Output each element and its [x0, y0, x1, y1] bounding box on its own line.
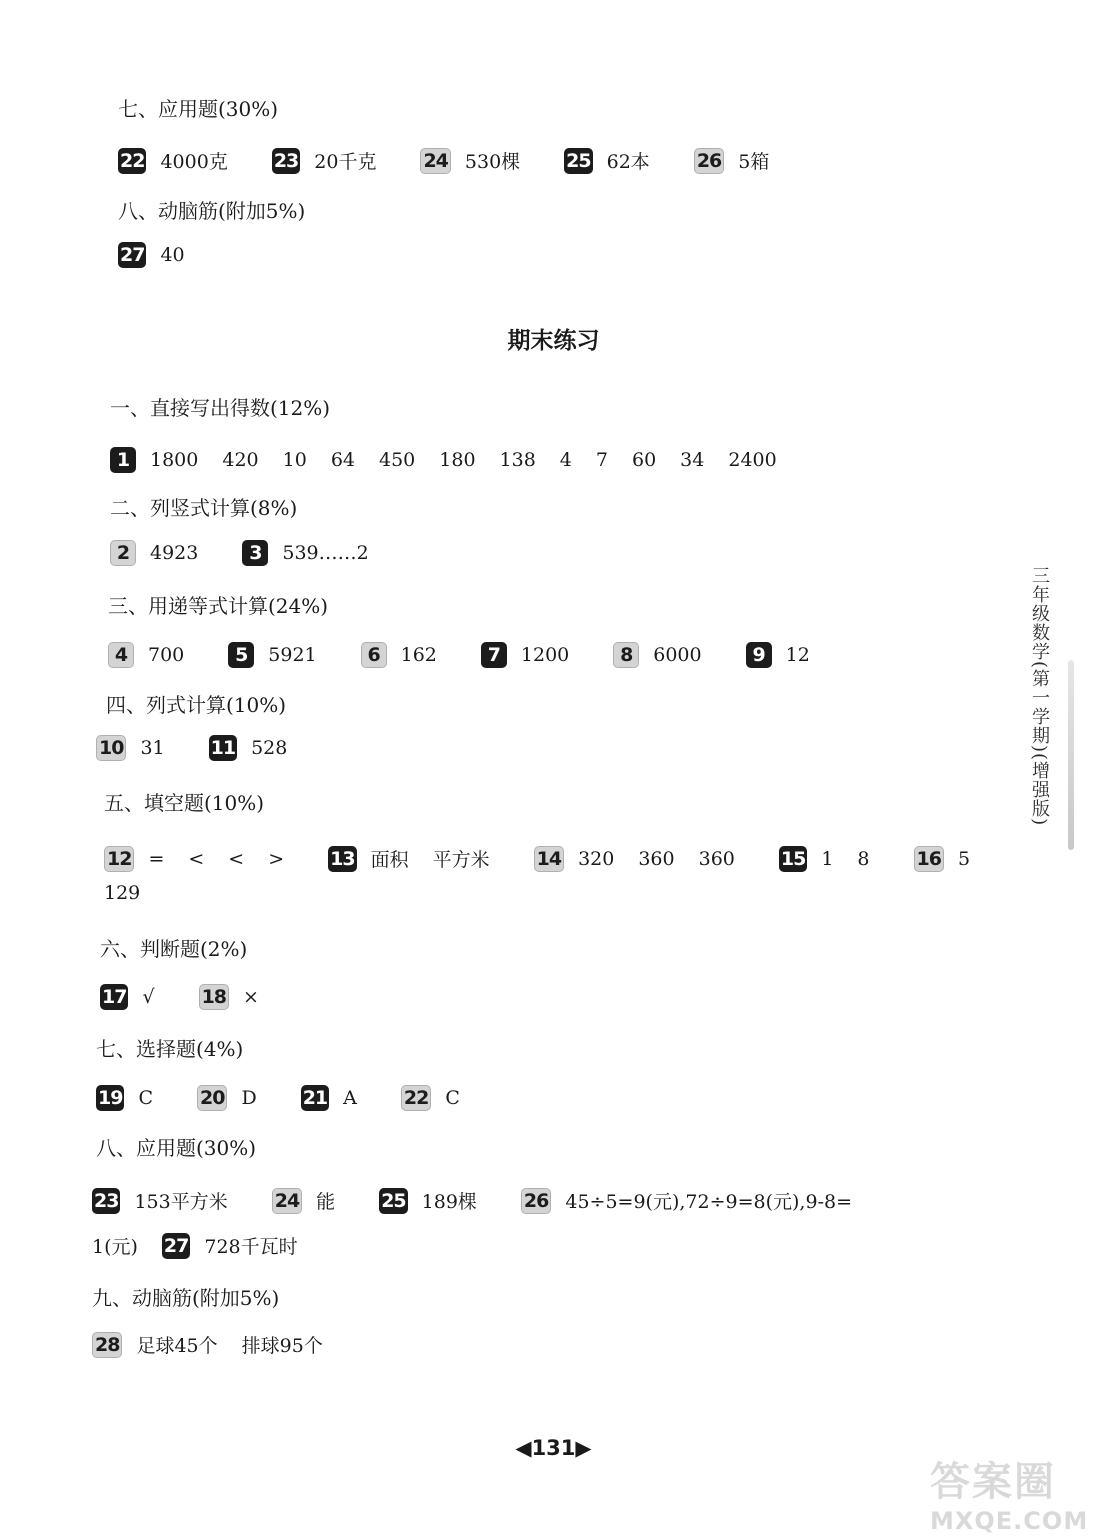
question-number-badge: 18	[199, 984, 229, 1010]
answer-row	[100, 984, 303, 1010]
answer-value: <	[228, 847, 245, 870]
answer-value: 平方米	[432, 849, 490, 871]
answer-value: 5921	[268, 644, 317, 666]
answer-value: √	[142, 986, 155, 1008]
section-heading: 六、判断题(2%)	[100, 937, 248, 961]
answer-row	[110, 540, 413, 566]
answer-value: 5箱	[738, 151, 770, 173]
question-number-badge: 24	[272, 1188, 302, 1214]
section-heading: 三、用递等式计算(24%)	[108, 594, 329, 618]
question-number-badge: 15	[780, 847, 806, 870]
answer-value: 153平方米	[134, 1191, 228, 1213]
answer-value: 320	[578, 847, 615, 870]
question-number-badge: 27	[120, 244, 145, 266]
answer-value: 1800	[150, 449, 199, 471]
question-number-badge: 3	[242, 540, 268, 566]
section-heading: 五、填空题(10%)	[104, 791, 265, 815]
question-number-badge: 11	[210, 737, 236, 759]
answer-value: 1	[821, 847, 834, 870]
question-number-badge: 20	[197, 1085, 227, 1111]
answer-value: 420	[222, 449, 259, 471]
answer-value: A	[343, 1087, 357, 1109]
question-number-badge: 26	[694, 148, 724, 174]
section-heading: 一、直接写出得数(12%)	[110, 396, 331, 420]
answer-value: 162	[400, 644, 437, 666]
answer-row	[108, 642, 854, 668]
answer-value: 4000克	[160, 151, 228, 173]
answer-value: 450	[379, 449, 416, 471]
answer-value: 40	[160, 244, 185, 266]
answer-value: <	[188, 847, 205, 870]
question-number-badge: 4	[108, 642, 134, 668]
answer-value: 45÷5=9(元),72÷9=8(元),9-8=	[565, 1191, 852, 1213]
answer-row	[92, 1187, 896, 1214]
answer-value: ×	[243, 986, 259, 1008]
question-number-badge: 9	[746, 642, 772, 668]
answer-value: 728千瓦时	[204, 1236, 298, 1258]
answer-value: 10	[282, 449, 307, 471]
sidebar-book-title: 三年级数学(第一学期)(增强版)	[1029, 566, 1050, 827]
question-number-badge: 22	[120, 149, 145, 172]
answer-value: 4	[559, 449, 572, 471]
answer-row	[118, 147, 813, 174]
question-number-badge: 17	[102, 986, 127, 1008]
answer-row	[92, 1232, 342, 1259]
question-number-badge: 28	[92, 1332, 122, 1358]
answer-value: 面积	[370, 849, 409, 871]
answer-value: 189棵	[421, 1191, 477, 1213]
question-number-badge: 12	[104, 846, 134, 872]
section-heading: 八、应用题(30%)	[96, 1136, 257, 1160]
watermark-url: MXQE.COM	[930, 1507, 1089, 1535]
answer-value: 64	[330, 449, 355, 471]
answer-value: 足球45个	[136, 1335, 218, 1357]
question-number-badge: 25	[566, 149, 591, 172]
answer-row	[96, 735, 331, 761]
question-number-badge: 26	[521, 1188, 551, 1214]
answer-value: 20千克	[314, 151, 377, 173]
question-number-badge: 2	[110, 540, 136, 566]
section-heading: 二、列竖式计算(8%)	[110, 496, 298, 520]
question-number-badge: 25	[381, 1189, 406, 1212]
answer-value: 8	[857, 847, 870, 870]
answer-value: 60	[631, 449, 657, 471]
answer-value: 62本	[606, 151, 650, 173]
section-heading: 四、列式计算(10%)	[106, 693, 287, 717]
page-number: ◀131▶	[515, 1436, 592, 1460]
answer-value: 360	[638, 847, 675, 870]
answer-value: 31	[140, 737, 165, 759]
answer-value: 7	[595, 449, 608, 471]
answer-value: >	[268, 847, 285, 870]
question-number-badge: 14	[534, 846, 564, 872]
question-number-badge: 21	[302, 1087, 328, 1109]
question-number-badge: 8	[613, 642, 639, 668]
answer-value: 34	[680, 449, 705, 471]
answer-value: C	[445, 1087, 460, 1109]
answer-value: 12	[785, 644, 810, 666]
watermark-logo-text: 答案圈	[930, 1459, 1056, 1505]
question-number-badge: 6	[361, 642, 387, 668]
answer-value: D	[241, 1087, 257, 1109]
question-number-badge: 23	[273, 149, 299, 172]
answer-value: 2400	[728, 449, 777, 471]
watermark	[930, 1450, 1100, 1535]
section-title: 期末练习	[507, 328, 600, 354]
answer-value: =	[148, 847, 165, 870]
answer-row	[110, 447, 821, 473]
question-number-badge: 23	[94, 1189, 119, 1212]
question-number-badge: 16	[914, 846, 944, 872]
question-number-badge: 24	[420, 148, 450, 174]
answer-value: 528	[251, 737, 288, 759]
section-heading: 七、应用题(30%)	[118, 97, 279, 121]
answer-value: 360	[698, 847, 735, 870]
question-number-badge: 10	[96, 735, 126, 761]
question-number-badge: 5	[228, 642, 254, 668]
section-heading: 七、选择题(4%)	[96, 1037, 244, 1061]
answer-value: 539……2	[282, 542, 369, 564]
answer-value: 排球95个	[241, 1335, 323, 1357]
section-heading: 九、动脑筋(附加5%)	[92, 1286, 280, 1310]
question-number-badge: 27	[163, 1234, 189, 1257]
answer-value: 1200	[520, 644, 570, 666]
answer-value: 530棵	[464, 151, 521, 173]
answer-value: 6000	[653, 644, 702, 666]
answer-value: 700	[148, 644, 185, 666]
answer-value: 180	[439, 449, 476, 471]
question-number-badge: 7	[481, 642, 507, 668]
answer-row	[96, 1085, 504, 1111]
answer-row	[104, 845, 1014, 872]
answer-continuation: 129	[104, 882, 141, 904]
answer-value: 138	[499, 449, 536, 471]
answer-value: 4923	[150, 542, 199, 564]
question-number-badge: 13	[330, 847, 355, 870]
answer-value: 5	[957, 847, 971, 870]
sidebar-edge-bar	[1068, 660, 1074, 850]
answer-row	[92, 1331, 367, 1358]
question-number-badge: 22	[401, 1085, 431, 1111]
answer-value: C	[138, 1087, 153, 1109]
section-heading: 八、动脑筋(附加5%)	[118, 199, 306, 223]
answer-value: 能	[316, 1191, 336, 1213]
answer-continuation: 1(元)	[92, 1236, 138, 1258]
answer-row	[118, 242, 229, 268]
question-number-badge: 19	[98, 1087, 123, 1109]
question-number-badge: 1	[110, 447, 136, 473]
